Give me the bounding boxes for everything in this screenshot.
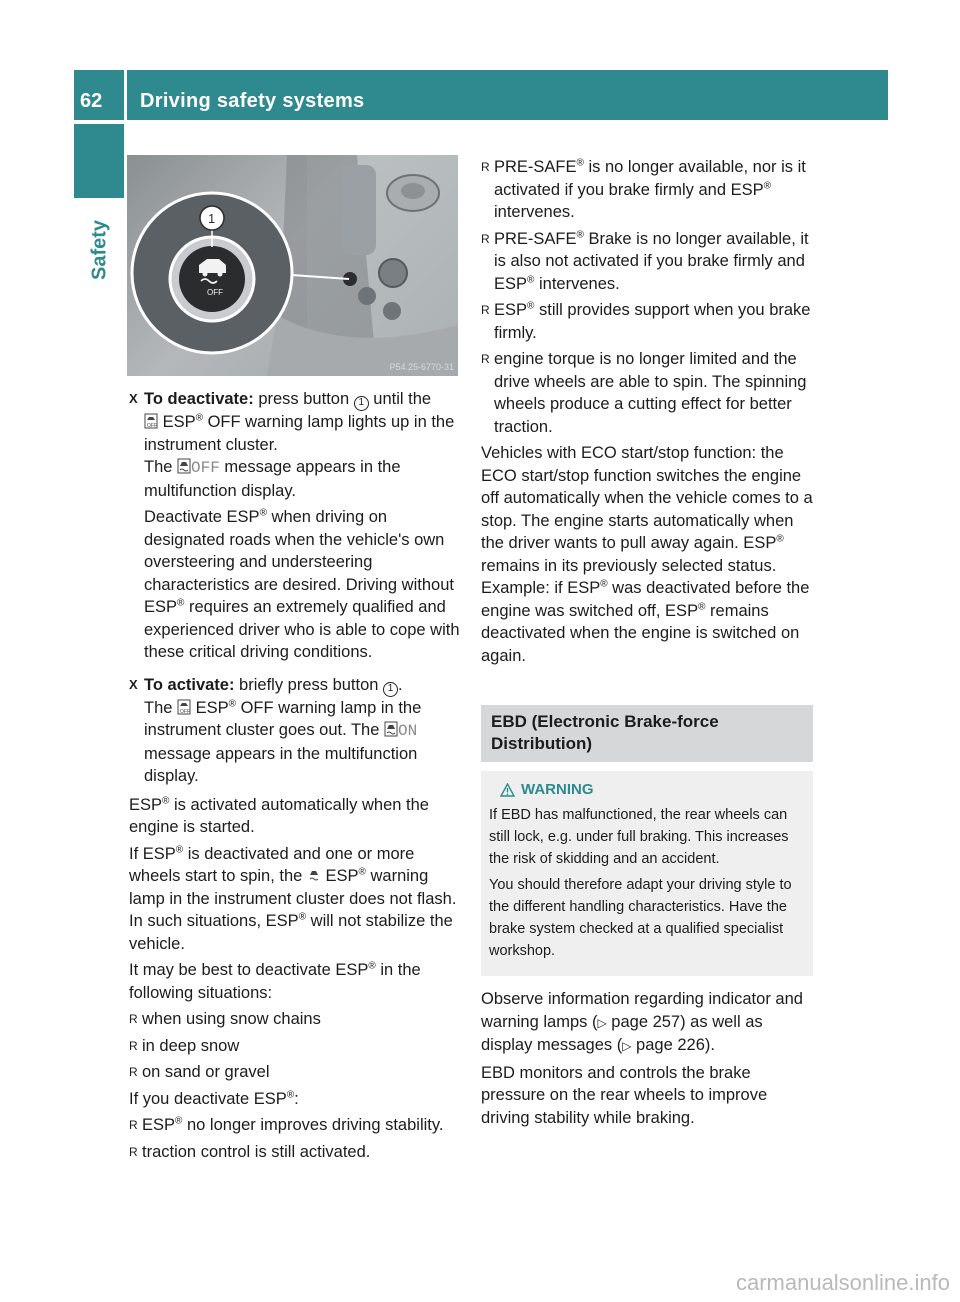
text: is no longer available, nor is it activated if you brake firmly and ESP [494, 158, 806, 199]
paragraph-eco [481, 442, 813, 667]
callout-1-label: 1 [208, 211, 216, 226]
sup: ® [527, 300, 535, 312]
sup: ® [368, 960, 376, 972]
display-off-text: OFF [191, 459, 220, 477]
list-item: R engine torque is no longer limited and the drive wheels are able to spin. The spinning wheels produce a cutting effect for better traction. [481, 348, 813, 438]
text: still provides support when you brake firmly. [494, 301, 811, 342]
text: ESP [129, 795, 163, 814]
side-tab [78, 205, 122, 295]
callout-ref: 1 [354, 396, 369, 411]
list-item: R traction control is still activated. [129, 1141, 462, 1164]
esp-car-icon [384, 721, 398, 737]
text: in the following situations: [129, 961, 421, 1002]
paragraph [129, 1088, 462, 1111]
list-item: R in deep snow [129, 1035, 462, 1058]
text: ESP [158, 413, 196, 431]
text: until the [368, 390, 432, 408]
text: Deactivate ESP [144, 508, 260, 526]
page-title: Driving safety systems [140, 90, 365, 112]
text: Observe information regarding indicator and warning lamps ( [481, 990, 803, 1031]
list-item [481, 156, 813, 224]
sup: ® [576, 157, 584, 169]
sup: ® [776, 533, 784, 545]
button-off-label: OFF [207, 288, 223, 297]
warning-label: WARNING [521, 781, 594, 798]
paragraph [481, 988, 813, 1058]
sup: ® [228, 698, 237, 709]
step-activate-label: To activate: [144, 675, 235, 694]
left-column [129, 388, 462, 1167]
esp-warning-lamp-icon [307, 867, 321, 883]
sup: ® [358, 866, 366, 878]
side-block [74, 124, 124, 198]
text: If ESP [129, 844, 176, 863]
text: no longer improves driving stability. [182, 1116, 444, 1134]
list-item: R on sand or gravel [129, 1061, 462, 1084]
text: message appears in the multifunction display. [144, 458, 401, 500]
sup: ® [698, 601, 706, 612]
warning-text: If EBD has malfunctioned, the rear wheels can still lock, e.g. under full braking. This increases the risk of skidding and an accident. [489, 807, 789, 867]
text: intervenes. [534, 274, 620, 293]
text: OFF warning lamp lights up in the instrument cluster. [144, 413, 455, 454]
step-activate [129, 674, 462, 788]
text: OFF warning lamp in the instrument cluster goes out. The [144, 698, 422, 739]
sup: ® [175, 844, 184, 855]
text: : [294, 1089, 299, 1108]
text: requires an extremely qualified and experienced driver who is able to cope with these critical driving conditions. [144, 598, 460, 661]
text: ESP [142, 1116, 176, 1134]
text: remains deactivated when the engine is switched on again. [481, 601, 800, 665]
text: will not stabilize the vehicle. [129, 912, 453, 953]
text: page 226). [631, 1036, 715, 1054]
text: ESP [320, 867, 359, 885]
photo-code: P54.25-6770-31 [389, 362, 454, 372]
list-item [481, 228, 813, 296]
warning-heading [500, 781, 805, 798]
sup: ® [162, 795, 170, 806]
svg-text:OFF: OFF [180, 708, 191, 715]
text: PRE-SAFE [494, 158, 577, 176]
list-item [481, 299, 813, 344]
text: warning lamp in the instrument cluster does not flash. In such situations, ESP [129, 867, 457, 930]
list-item: R when using snow chains [129, 1008, 462, 1031]
esp-button-photo [127, 155, 458, 376]
sup: ® [286, 1089, 295, 1100]
paragraph [129, 843, 462, 956]
text: was deactivated before the engine was switched off, ESP [481, 579, 810, 620]
footer-watermark: carmanualsonline.info [735, 1270, 950, 1295]
text: PRE-SAFE [494, 229, 577, 248]
side-tab-label: Safety [88, 219, 111, 281]
text: briefly press button [234, 675, 384, 694]
warning-box [481, 771, 813, 976]
display-on-text: ON [397, 722, 418, 740]
step-deactivate-label: To deactivate: [144, 390, 254, 408]
text: . [398, 675, 403, 694]
sup: ® [527, 274, 535, 285]
esp-off-lamp-icon [144, 413, 158, 429]
text: It may be best to deactivate ESP [129, 961, 369, 979]
page-ref-arrow-icon: ▷ [597, 1015, 607, 1030]
paragraph [129, 959, 462, 1004]
svg-text:OFF: OFF [147, 423, 157, 429]
sup: ® [175, 1115, 183, 1127]
text: ESP [191, 698, 229, 717]
photo-illustration [127, 155, 458, 376]
sup: ® [763, 180, 771, 191]
warning-triangle-icon [500, 783, 515, 797]
paragraph: EBD monitors and controls the brake pressure on the rear wheels to improve driving stability while braking. [481, 1063, 768, 1127]
esp-car-icon [177, 458, 191, 474]
text: Vehicles with ECO start/stop function: the ECO start/stop function switches the engine off automatically when the vehicle comes to a stop. The engine starts automatically when the driver wants to pull away again. ESP [481, 444, 813, 552]
list-item [129, 1114, 462, 1137]
text: intervenes. [494, 203, 575, 221]
sup: ® [576, 229, 584, 240]
sup: ® [259, 507, 267, 519]
text: page 257) as well as display messages ( [481, 1012, 763, 1054]
text: when driving on designated roads when the vehicle's own oversteering and understeering characteristics are desired. Driving without ESP [144, 508, 454, 616]
right-column [481, 156, 813, 1133]
esp-off-lamp-icon [177, 699, 191, 715]
sup: ® [195, 412, 203, 424]
callout-ref: 1 [383, 682, 398, 697]
text: is activated automatically when the engine is started. [129, 795, 429, 836]
warning-text: You should therefore adapt your driving style to the different handling characteristics. Have the brake system checked at a qualified specialist workshop. [489, 877, 792, 959]
text: If you deactivate ESP [129, 1089, 287, 1108]
page-number: 62 [80, 90, 103, 112]
text: message appears in the multifunction display. [144, 744, 418, 785]
sup: ® [298, 911, 307, 923]
text: ESP [494, 301, 528, 319]
text: Brake is no longer available, it is also not activated if you brake firmly and ESP [494, 229, 809, 293]
text: press button [253, 390, 354, 408]
text: remains in its previously selected status. Example: if ESP [481, 556, 777, 597]
section-heading: EBD (Electronic Brake-force Distribution) [481, 705, 813, 762]
step-deactivate [129, 388, 462, 664]
sup: ® [177, 597, 185, 609]
page-ref-arrow-icon: ▷ [622, 1039, 632, 1053]
gear-lever [342, 165, 376, 255]
text: is deactivated and one or more wheels start to spin, the [129, 844, 415, 885]
paragraph [129, 794, 462, 839]
sup: ® [600, 578, 608, 590]
header-divider [124, 70, 127, 120]
text: The [144, 698, 178, 717]
text: The [144, 458, 178, 476]
